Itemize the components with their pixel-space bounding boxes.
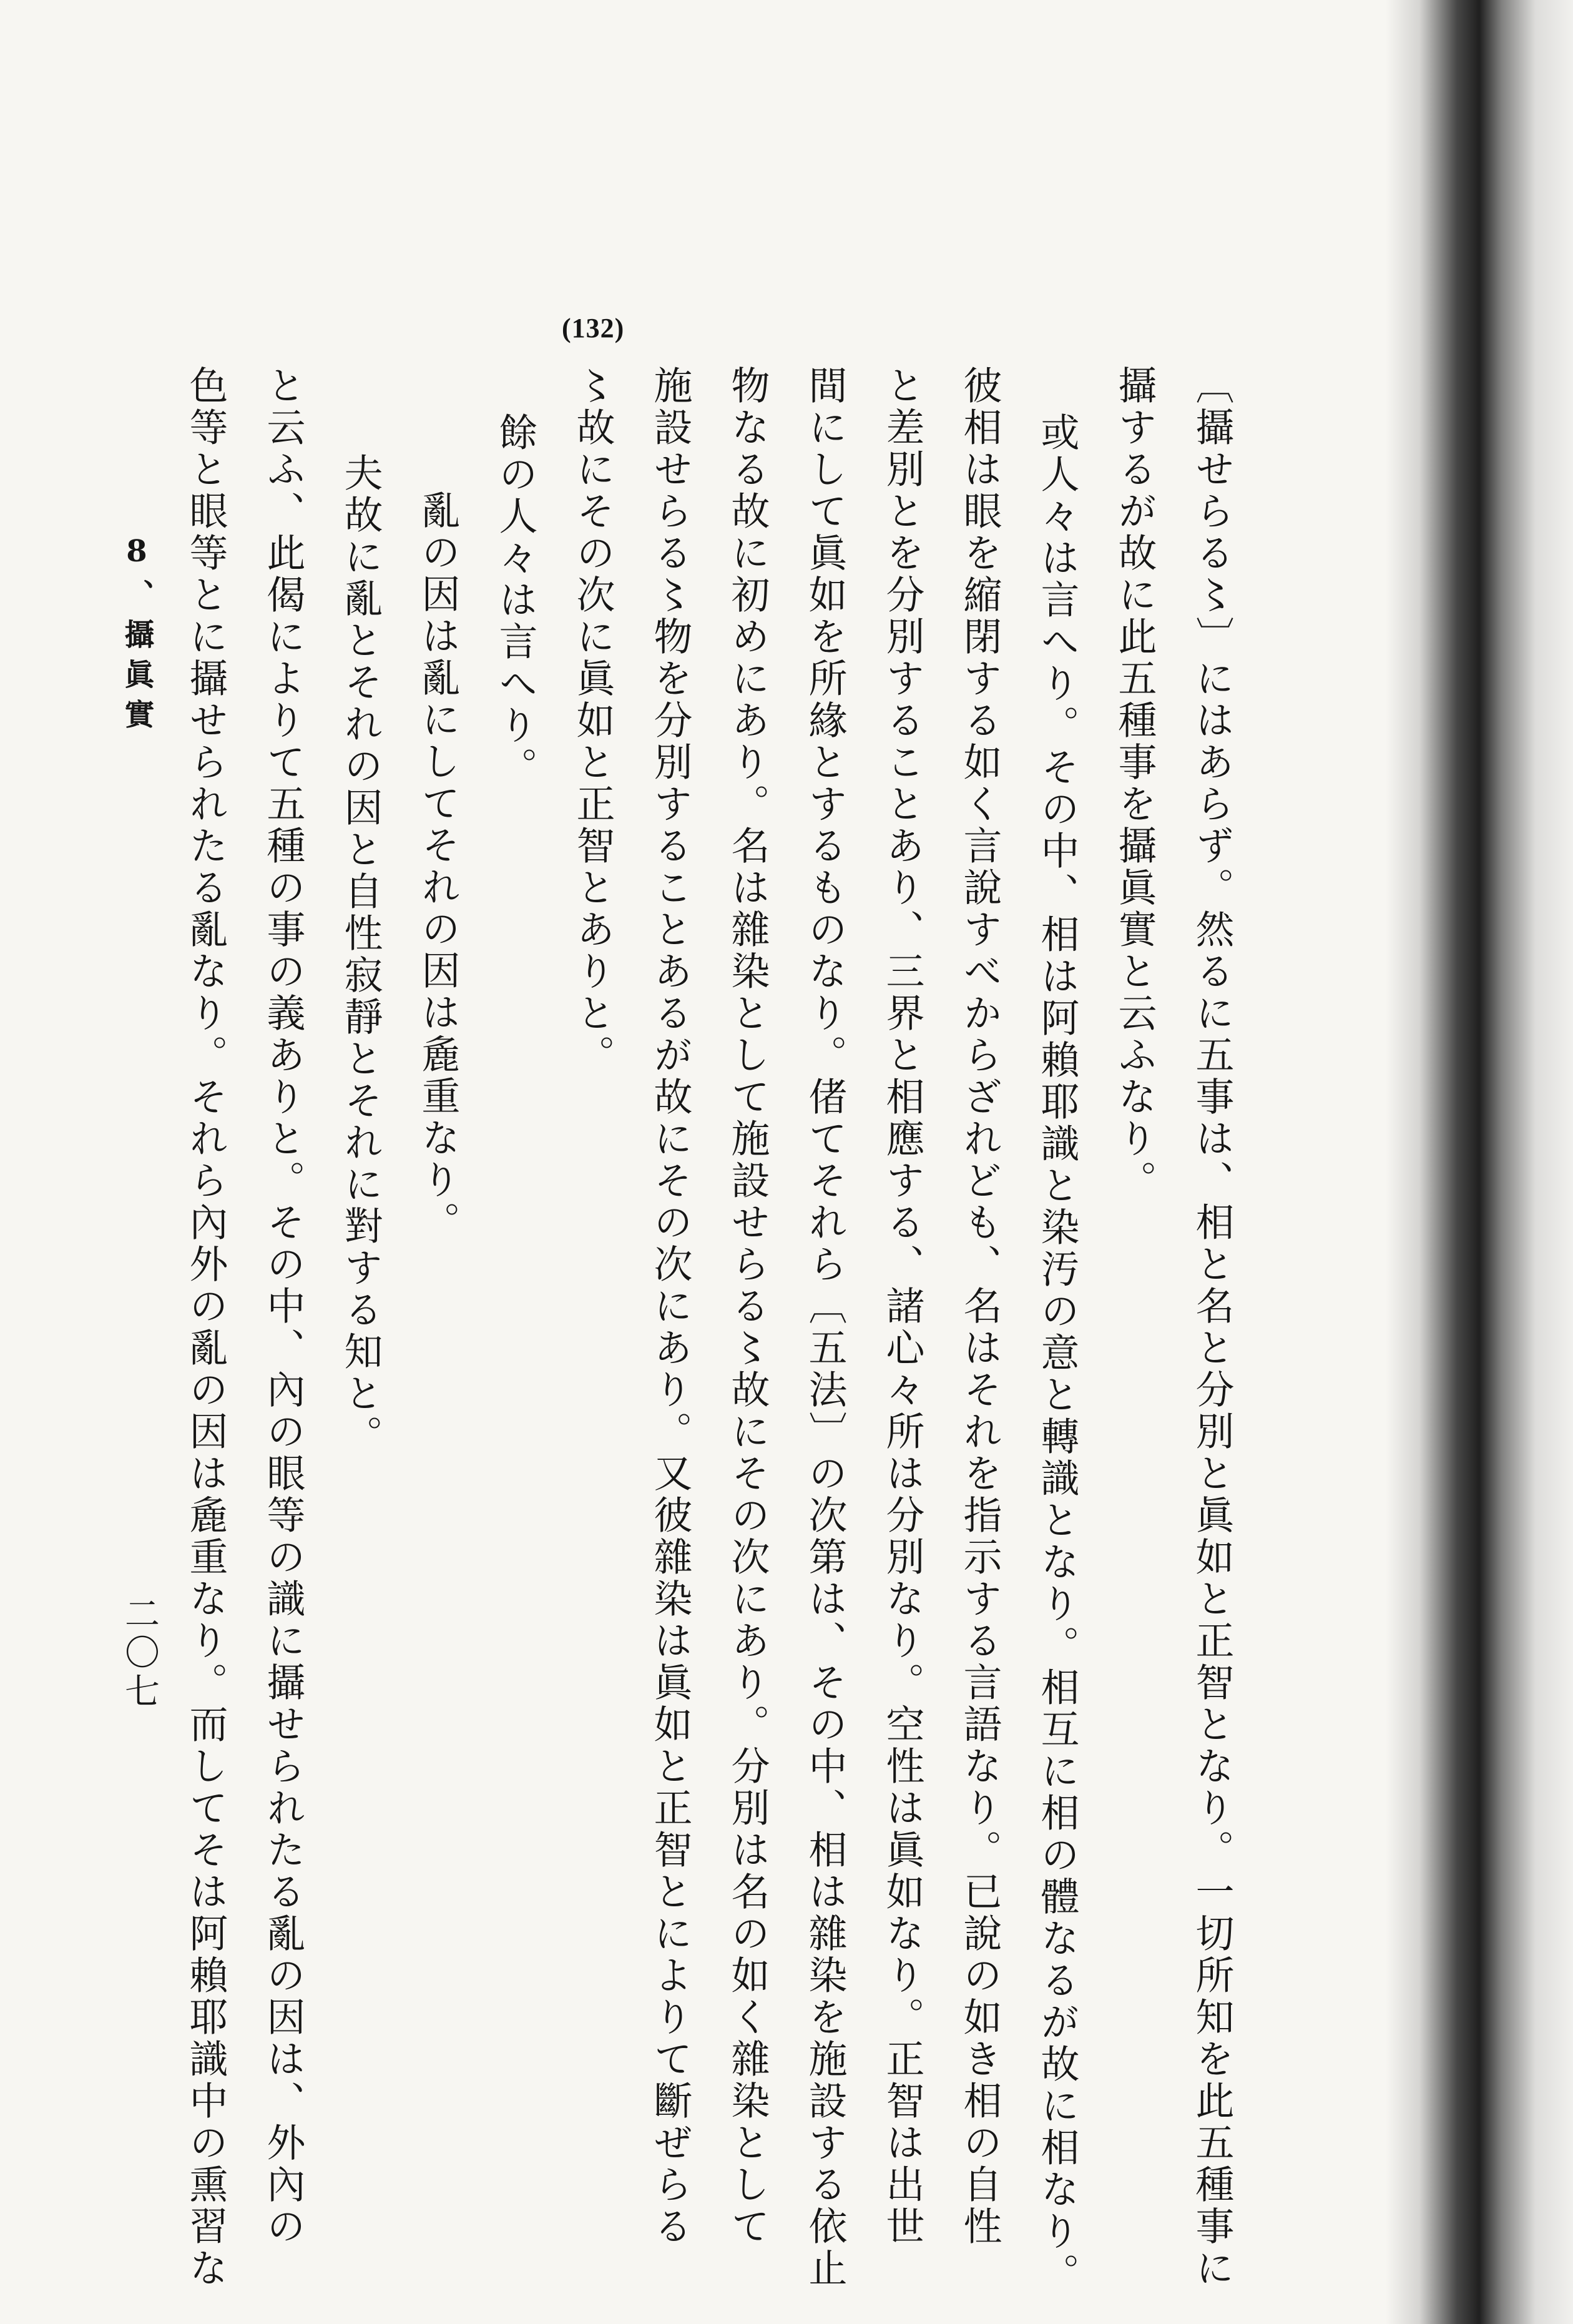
page-number: (132) [562, 313, 625, 343]
section-header: 8、攝眞實 [119, 534, 154, 739]
verse-line-1: 亂の因は亂にしてそれの因は麁重なり。 [415, 490, 461, 1243]
body-line-2: 攝するが故に此五種事を攝眞實と云ふなり。 [1112, 365, 1157, 1202]
folio-number: 二〇七 [119, 1595, 160, 1711]
body-line-3: 或人々は言へり。その中、相は阿賴耶識と染汚の意と轉識となり。相互に相の體なるが故に相なり。 [1034, 412, 1080, 2295]
body-line-10: 餘の人々は言へり。 [492, 412, 538, 789]
verse-line-2: 夫故に亂とそれの因と自性寂靜とそれに對する知と。 [338, 453, 383, 1457]
body-line-9: 〻故にその次に眞如と正智とありと。 [570, 365, 615, 1076]
body-line-6: 間にして眞如を所緣とするものなり。偖てそれら〔五法〕の次第は、その中、相は雜染を施設する依止 [802, 365, 848, 2290]
body-line-1: 〔攝せらる〻〕にはあらず。然るに五事は、相と名と分別と眞如と正智となり。一切所知を此五種事に [1189, 365, 1235, 2290]
body-line-5: と差別とを分別することあり、三界と相應する、諸心々所は分別なり。空性は眞如なり。正智は出世 [880, 365, 925, 2248]
body-line-11: と云ふ、此偈によりて五種の事の義ありと。その中、內の眼等の識に攝せられたる亂の因は、外內の [260, 365, 306, 2248]
body-line-4: 彼相は眼を縮閉する如く言說すべからざれども、名はそれを指示する言語なり。已說の如き相の自性 [957, 365, 1002, 2248]
body-line-12: 色等と眼等とに攝せられたる亂なり。それら內外の亂の因は麁重なり。而してそは阿賴耶識中の熏習な [183, 365, 228, 2290]
body-line-7: 物なる故に初めにあり。名は雜染として施設せらる〻故にその次にあり。分別は名の如く雜染として [725, 365, 770, 2248]
binding-shadow [1386, 0, 1573, 2324]
body-line-8: 施設せらる〻物を分別することあるが故にその次にあり。又彼雜染は眞如と正智とによりて斷ぜらる [647, 365, 693, 2248]
